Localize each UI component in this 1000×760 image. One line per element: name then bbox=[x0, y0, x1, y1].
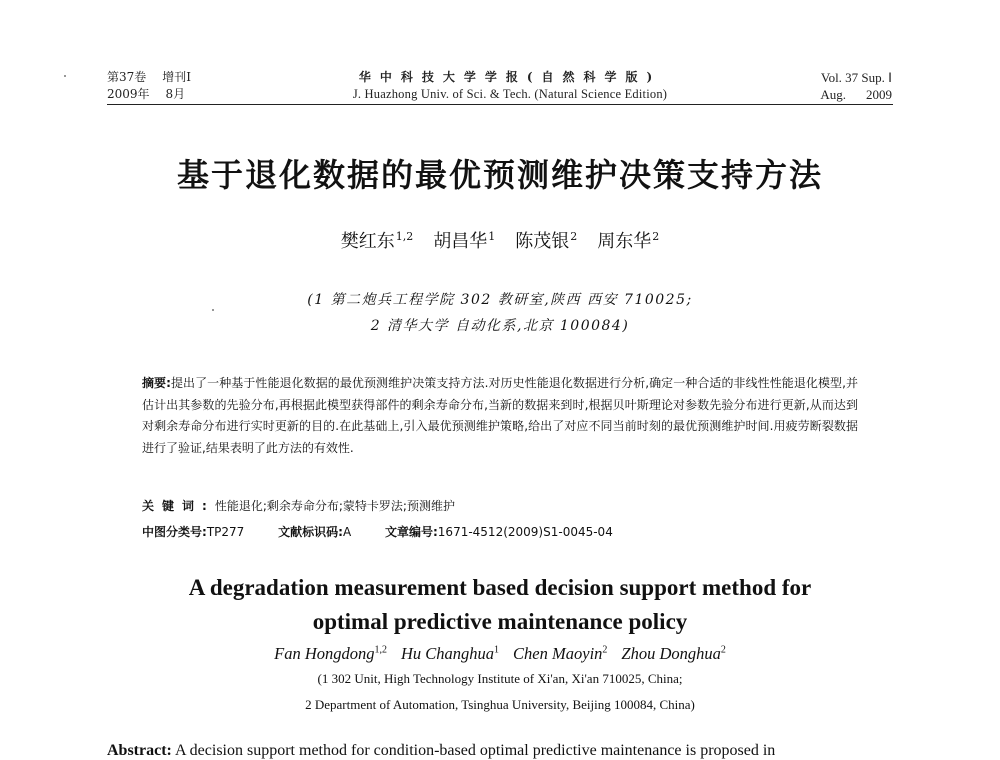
affiliation-cn-1: (1 第二炮兵工程学院 302 教研室,陕西 西安 710025; bbox=[307, 292, 693, 308]
affiliation-cn-2: 2 清华大学 自动化系,北京 100084) bbox=[370, 318, 630, 334]
header-date-line bbox=[107, 86, 191, 103]
authors-en bbox=[0, 644, 1000, 664]
header-volume: 第37卷 bbox=[107, 70, 147, 84]
author-cn: 樊红东$^{1,2}$ bbox=[340, 230, 414, 252]
abstract-en bbox=[107, 742, 907, 760]
keywords-text: 性能退化;剩余寿命分布;蒙特卡罗法;预测维护 bbox=[214, 499, 455, 513]
affiliation-en-1: (1 302 Unit, High Technology Institute of Xi'an, Xi'an 710025, China; bbox=[317, 671, 683, 686]
header-year: 2009年 bbox=[107, 87, 150, 101]
journal-name-en: J. Huazhong Univ. of Sci. & Tech. (Natural Science Edition) bbox=[352, 87, 668, 101]
header-volume-info-en bbox=[820, 69, 892, 103]
article-number: 文章编号:1671-4512(2009)S1-0045-04 bbox=[384, 525, 613, 539]
abstract-en-text: A decision support method for condition-based optimal predictive maintenance is proposed in bbox=[175, 742, 776, 759]
author-en: Fan Hongdong$^{1,2}$ bbox=[274, 644, 387, 663]
journal-name-cn: 华中科技大学学报(自然科学版) bbox=[358, 70, 662, 84]
authors-cn bbox=[0, 227, 1000, 253]
paper-title-en-line2: optimal predictive maintenance policy bbox=[312, 609, 688, 634]
author-en: Chen Maoyin$^2$ bbox=[513, 644, 608, 663]
author-en: Zhou Donghua$^2$ bbox=[621, 644, 726, 663]
paper-title-en-line1: A degradation measurement based decision support method for bbox=[188, 575, 812, 600]
header-month-en: Aug. bbox=[820, 87, 846, 102]
author-cn: 胡昌华$^1$ bbox=[433, 230, 496, 252]
header-volume-info bbox=[107, 69, 191, 103]
author-en: Hu Changhua$^1$ bbox=[401, 644, 500, 663]
abstract-en-label: Abstract: bbox=[107, 742, 172, 759]
clc-code: 中图分类号:TP277 bbox=[142, 525, 245, 539]
abstract-cn-text: 提出了一种基于性能退化数据的最优预测维护决策支持方法.对历史性能退化数据进行分析,确定一种合适的非线性性能退化模型,并估计出其参数的先验分布,再根据此模型获得部件的剩余寿命分布,当新的数据来到时,根据贝叶斯理论对参数先验分布进行更新,从而达到对剩余寿命分布进行实时更新的目的.在此基础上,引入最优预测维护策略,给出了对应不同当前时刻的最优预测维护时间.用疲劳断裂数据进行了验证,结果表明了此方法的有效性. bbox=[142, 376, 858, 456]
header-journal bbox=[300, 69, 720, 103]
header-year-en: 2009 bbox=[866, 87, 892, 102]
header-volume-en: Vol. 37 Sup. Ⅰ bbox=[820, 70, 892, 85]
keywords-label: 关键词: bbox=[142, 499, 215, 513]
header-supplement: 增刊Ⅰ bbox=[162, 70, 192, 84]
header-volume-line bbox=[107, 69, 191, 86]
scan-speck bbox=[212, 309, 214, 311]
header-month: 8月 bbox=[165, 87, 186, 101]
paper-title-cn: 基于退化数据的最优预测维护决策支持方法 bbox=[176, 156, 823, 194]
classification-line bbox=[142, 523, 643, 540]
header-date-en bbox=[820, 86, 892, 103]
affiliation-en-2: 2 Department of Automation, Tsinghua University, Beijing 100084, China) bbox=[305, 697, 695, 712]
abstract-cn bbox=[142, 373, 858, 460]
keywords-cn bbox=[142, 497, 455, 514]
abstract-cn-label: 摘要: bbox=[142, 376, 171, 390]
scan-speck bbox=[64, 75, 66, 77]
document-code: 文献标识码:A bbox=[278, 525, 352, 539]
author-cn: 陈茂银$^2$ bbox=[515, 230, 578, 252]
author-cn: 周东华$^2$ bbox=[597, 230, 660, 252]
header-rule bbox=[107, 104, 893, 105]
